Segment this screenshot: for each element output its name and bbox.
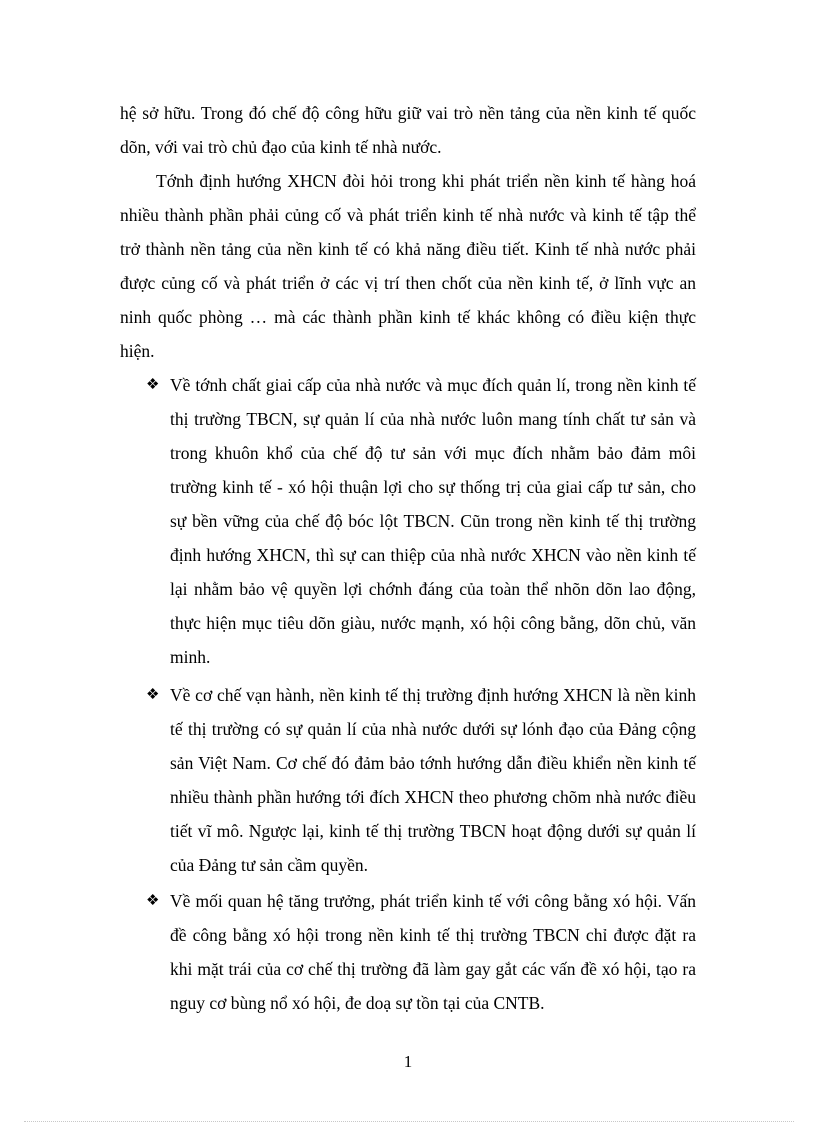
bullet-text: Về cơ chế vạn hành, nền kinh tế thị trường định hướng XHCN là nền kinh tế thị trường có sự quản lí của nhà nước dưới sự lónh đạo của Đảng cộng sản Việt Nam. Cơ chế đó đảm bảo tớnh hướng dẫn điều khiển nền kinh tế nhiều thành phần hướng tới đích XHCN theo phương chõm nhà nước điều tiết vĩ mô. Ngược lại, kinh tế thị trường TBCN hoạt động dưới sự quản lí của Đảng tư sản cầm quyền. [170, 685, 696, 875]
bullet-item-operating-mechanism [146, 678, 696, 882]
bullet-text: Về tớnh chất giai cấp của nhà nước và mục đích quản lí, trong nền kinh tế thị trường TBCN, sự quản lí của nhà nước luôn mang tính chất tư sản và trong khuôn khổ của chế độ tư sản với mục đích nhằm bảo đảm môi trường kinh tế - xó hội thuận lợi cho sự thống trị của giai cấp tư sản, cho sự bền vững của chế độ bóc lột TBCN. Cũn trong nền kinh tế thị trường định hướng XHCN, thì sự can thiệp của nhà nước XHCN vào nền kinh tế lại nhằm bảo vệ quyền lợi chớnh đáng của toàn thể nhõn dõn lao động, thực hiện mục tiêu dõn giàu, nước mạnh, xó hội công bằng, dõn chủ, văn minh. [170, 375, 696, 667]
bullet-item-social-equity [146, 884, 696, 1020]
bullet-text: Về mối quan hệ tăng trưởng, phát triển kinh tế với công bằng xó hội. Vấn đề công bằng xó hội trong nền kinh tế thị trường TBCN chỉ được đặt ra khi mặt trái của cơ chế thị trường đã làm gay gắt các vấn đề xó hội, tạo ra nguy cơ bùng nổ xó hội, đe doạ sự tồn tại của CNTB. [170, 891, 696, 1013]
diamond-bullet-icon: ❖ [146, 377, 160, 393]
paragraph-orientation: Tớnh định hướng XHCN đòi hỏi trong khi phát triển nền kinh tế hàng hoá nhiều thành phần phải củng cố và phát triển kinh tế nhà nước và kinh tế tập thể trở thành nền tảng của nền kinh tế có khả năng điều tiết. Kinh tế nhà nước phải được củng cố và phát triển ở các vị trí then chốt của nền kinh tế, ở lĩnh vực an ninh quốc phòng … mà các thành phần kinh tế khác không có điều kiện thực hiện. [120, 171, 696, 361]
paragraph-intro: hệ sở hữu. Trong đó chế độ công hữu giữ vai trò nền tảng của nền kinh tế quốc dõn, với vai trò chủ đạo của kinh tế nhà nước. [120, 103, 696, 157]
diamond-bullet-icon: ❖ [146, 893, 160, 909]
bullet-item-class-nature [146, 368, 696, 674]
page-number: 1 [403, 1052, 413, 1071]
page-bottom-divider [24, 1121, 794, 1122]
diamond-bullet-icon: ❖ [146, 687, 160, 703]
